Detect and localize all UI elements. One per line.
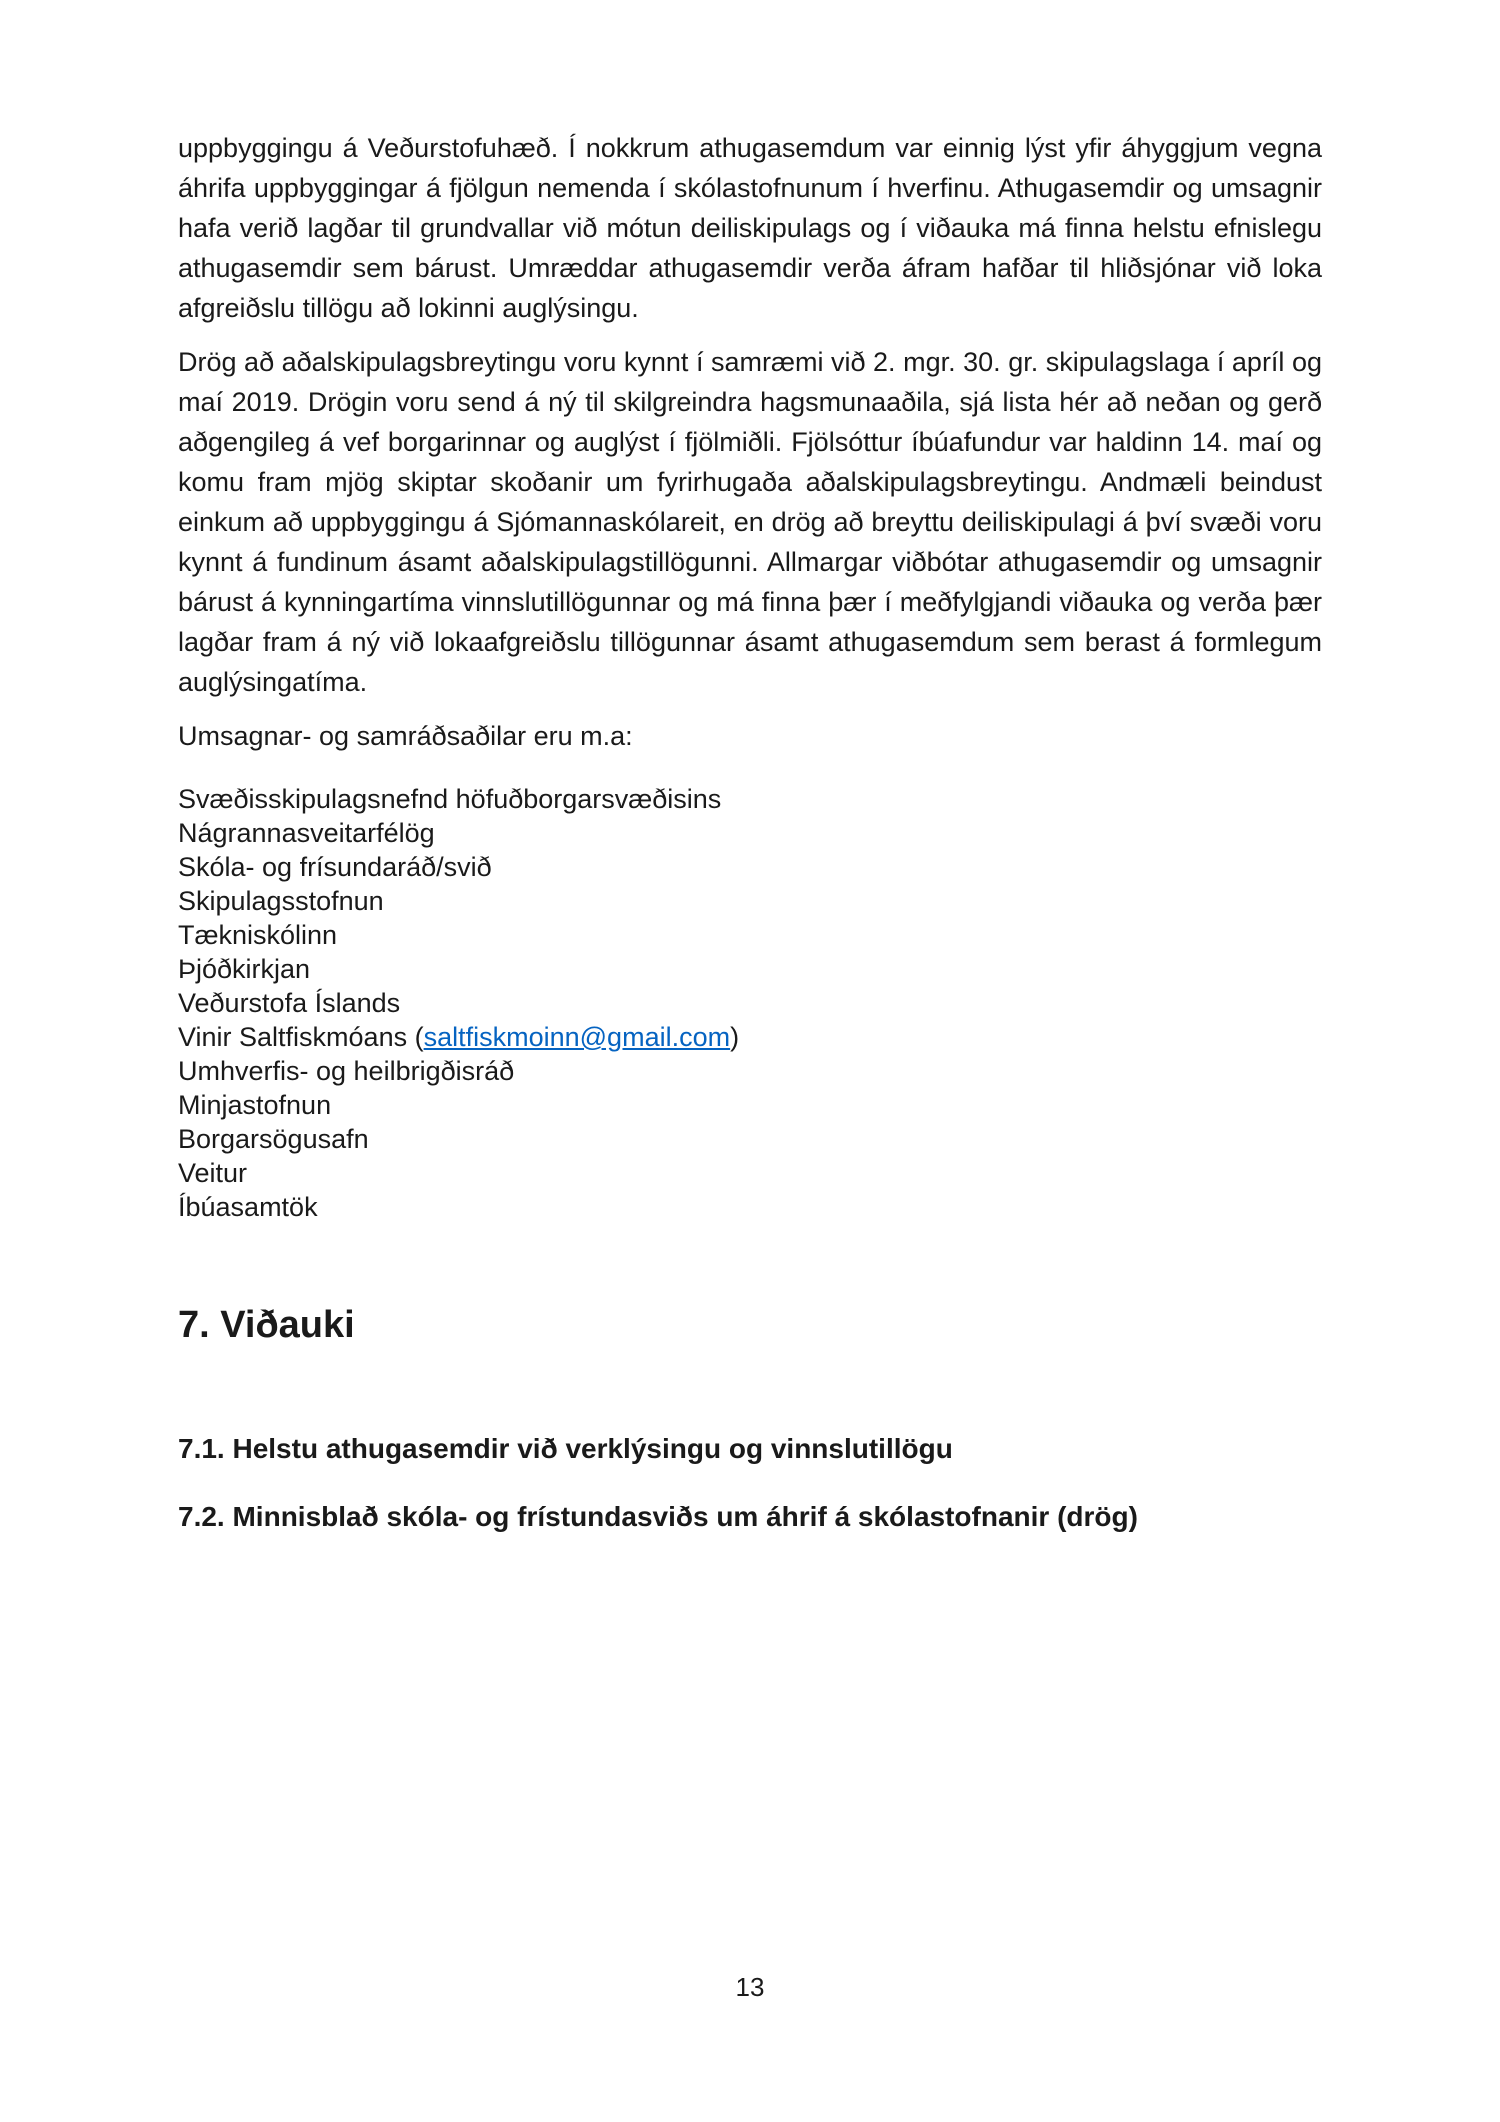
list-item: Þjóðkirkjan xyxy=(178,954,311,984)
list-item: Minjastofnun xyxy=(178,1090,332,1120)
list-item: Veitur xyxy=(178,1158,248,1188)
list-item-prefix: Vinir Saltfiskmóans ( xyxy=(178,1022,424,1052)
list-item-with-email xyxy=(178,1020,1322,1054)
list-item: Íbúasamtök xyxy=(178,1192,318,1222)
list-item: Umhverfis- og heilbrigðisráð xyxy=(178,1056,515,1086)
consultees-intro-line: Umsagnar- og samráðsaðilar eru m.a: xyxy=(178,721,633,751)
list-item: Skóla- og frísundaráð/svið xyxy=(178,852,492,882)
list-item-suffix: ) xyxy=(730,1022,740,1052)
consultees-list xyxy=(178,782,1322,1224)
email-link[interactable]: saltfiskmoinn@gmail.com xyxy=(423,1022,731,1052)
paragraph-drog: Drög að aðalskipulagsbreytingu voru kynnt í samræmi við 2. mgr. 30. gr. skipulagslaga í apríl og maí 2019. Drögin voru send á ný til skilgreindra hagsmunaaðila, sjá lista hér að neðan og gerð aðgengileg á vef borgarinnar og auglýst í fjölmiðli. Fjölsóttur íbúafundur var haldinn 14. maí og komu fram mjög skiptar skoðanir um fyrirhugaða aðalskipulagsbreytingu. Andmæli beindust einkum að uppbyggingu á Sjómannaskólareit, en drög að breyttu deiliskipulagi á því svæði voru kynnt á fundinum ásamt aðalskipulagstillögunni. Allmargar viðbótar athugasemdir og umsagnir bárust á kynningartíma vinnslutillögunnar og má finna þær í meðfylgjandi viðauka og verða þær lagðar fram á ný við lokaafgreiðslu tillögunnar ásamt athugasemdum sem berast á formlegum auglýsingatíma. xyxy=(178,347,1322,697)
list-item: Borgarsögusafn xyxy=(178,1124,369,1154)
page-content xyxy=(178,128,1322,1533)
subsection-heading-7-1: 7.1. Helstu athugasemdir við verklýsingu og vinnslutillögu xyxy=(178,1433,953,1464)
list-item: Nágrannasveitarfélög xyxy=(178,818,435,848)
list-item: Skipulagsstofnun xyxy=(178,886,384,916)
list-item: Svæðisskipulagsnefnd höfuðborgarsvæðisins xyxy=(178,784,722,814)
list-item: Tækniskólinn xyxy=(178,920,338,950)
list-item: Veðurstofa Íslands xyxy=(178,988,401,1018)
section-heading-vidauki: 7. Viðauki xyxy=(178,1304,355,1346)
paragraph-uppbygging: uppbyggingu á Veðurstofuhæð. Í nokkrum athugasemdum var einnig lýst yfir áhyggjum vegna áhrifa uppbyggingar á fjölgun nemenda í skólastofnunum í hverfinu. Athugasemdir og umsagnir hafa verið lagðar til grundvallar við mótun deiliskipulags og í viðauka má finna helstu efnislegu athugasemdir sem bárust. Umræddar athugasemdir verða áfram hafðar til hliðsjónar við loka afgreiðslu tillögu að lokinni auglýsingu. xyxy=(178,133,1322,323)
page-number: 13 xyxy=(735,1972,765,2002)
subsection-heading-7-2: 7.2. Minnisblað skóla- og frístundasviðs um áhrif á skólastofnanir (drög) xyxy=(178,1501,1138,1532)
